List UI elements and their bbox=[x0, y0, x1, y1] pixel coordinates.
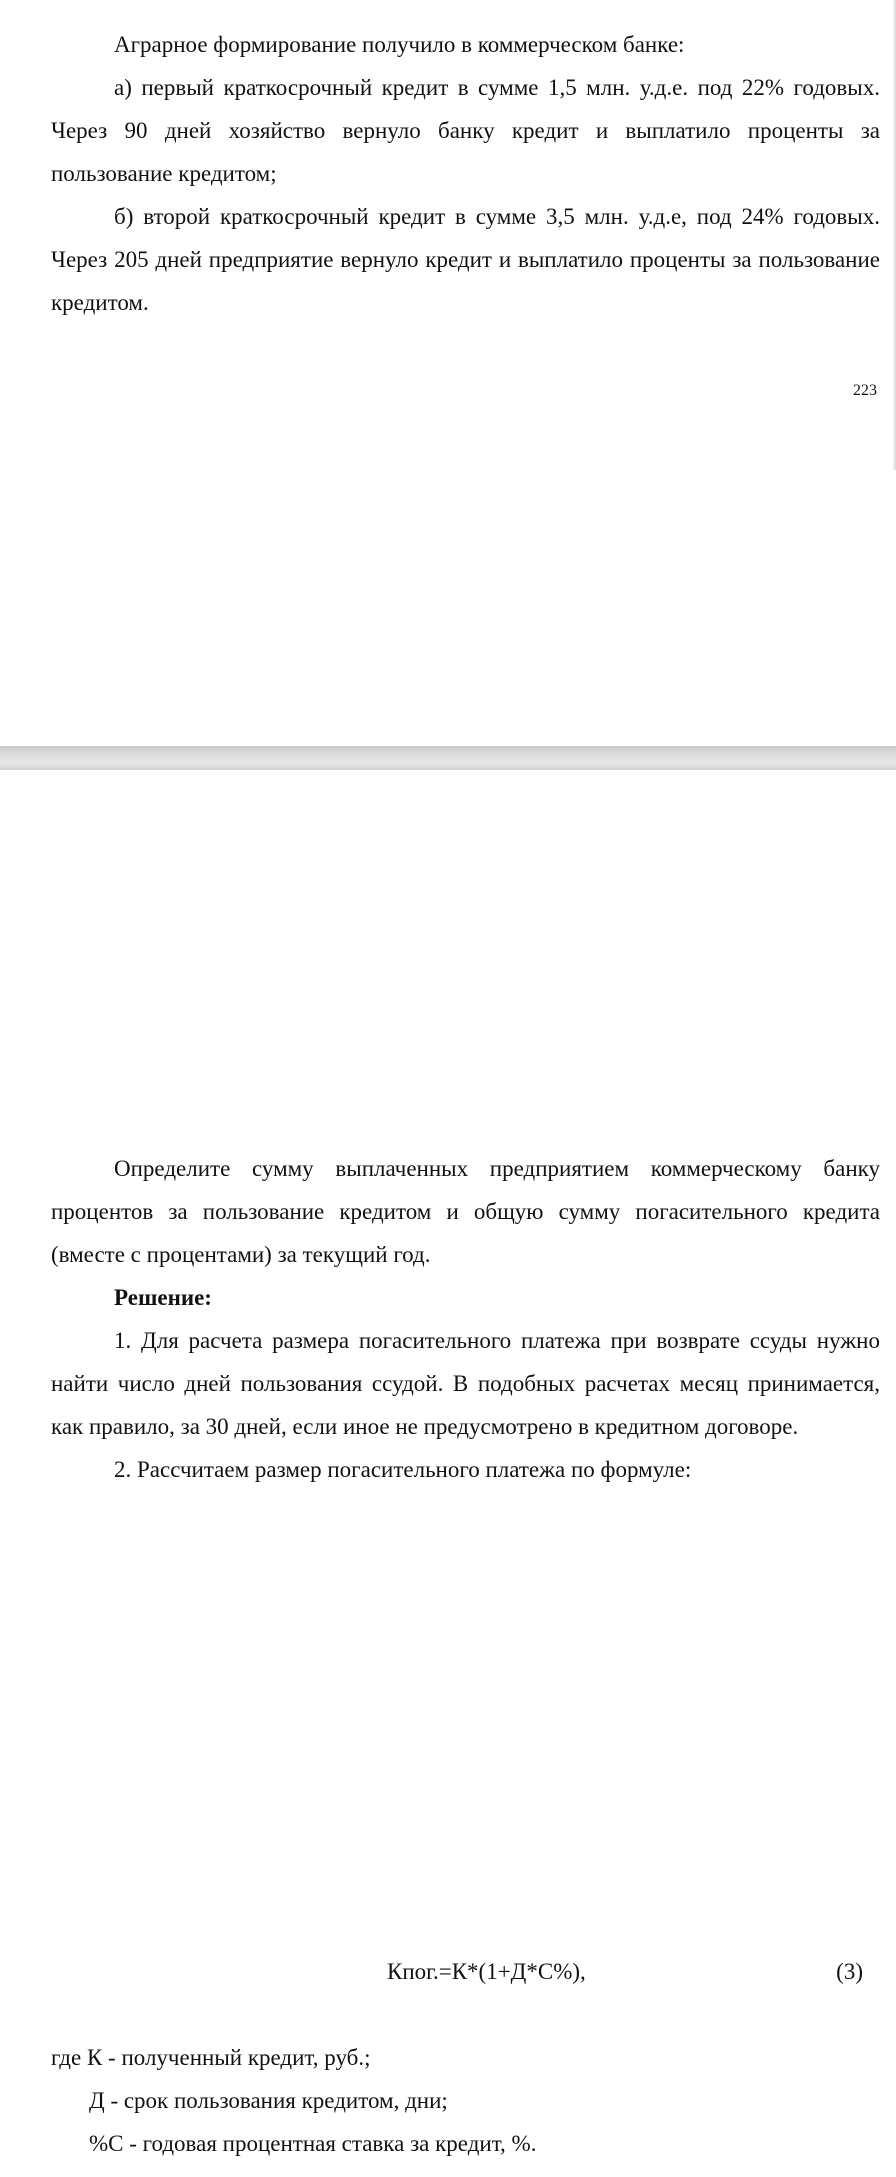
formula-number: (3) bbox=[836, 1959, 863, 1984]
page-separator bbox=[0, 746, 896, 770]
step-2-paragraph: 2. Рассчитаем размер погасительного платежа по формуле: bbox=[114, 1457, 692, 1482]
legend-d: Д - срок пользования кредитом, дни; bbox=[89, 2088, 448, 2113]
page-bottom-body bbox=[51, 1147, 880, 2177]
step-1-paragraph: 1. Для расчета размера погасительного платежа при возврате ссуды нужно найти число дней пользования ссудой. В подобных расчетах месяц принимается, как правило, за 30 дней, если иное не предусмотрено в кредитном договоре. bbox=[51, 1328, 880, 1439]
intro-paragraph: Аграрное формирование получило в коммерческом банке: bbox=[114, 32, 685, 57]
document-page-bottom bbox=[0, 770, 893, 2156]
page-number: 223 bbox=[853, 382, 877, 399]
formula-line bbox=[51, 1950, 880, 1993]
legend-k: где К - полученный кредит, руб.; bbox=[51, 2045, 371, 2070]
solution-heading: Решение: bbox=[114, 1285, 212, 1310]
page-top-body bbox=[51, 23, 880, 324]
task-paragraph: Определите сумму выплаченных предприятием коммерческому банку процентов за пользование кредитом и общую сумму погасительного кредита (вместе с процентами) за текущий год. bbox=[51, 1156, 880, 1267]
item-b-paragraph: б) второй краткосрочный кредит в сумме 3,5 млн. у.д.е, под 24% годовых. Через 205 дней предприятие вернуло кредит и выплатило проценты за пользование кредитом. bbox=[51, 204, 880, 315]
item-a-paragraph: а) первый краткосрочный кредит в сумме 1,5 млн. у.д.е. под 22% годовых. Через 90 дней хозяйство вернуло банку кредит и выплатило проценты за пользование кредитом; bbox=[51, 75, 880, 186]
formula: Кпог.=К*(1+Д*С%), bbox=[387, 1959, 586, 1984]
document-page-top bbox=[0, 0, 893, 746]
legend-c: %С - годовая процентная ставка за кредит, %. bbox=[89, 2131, 537, 2156]
